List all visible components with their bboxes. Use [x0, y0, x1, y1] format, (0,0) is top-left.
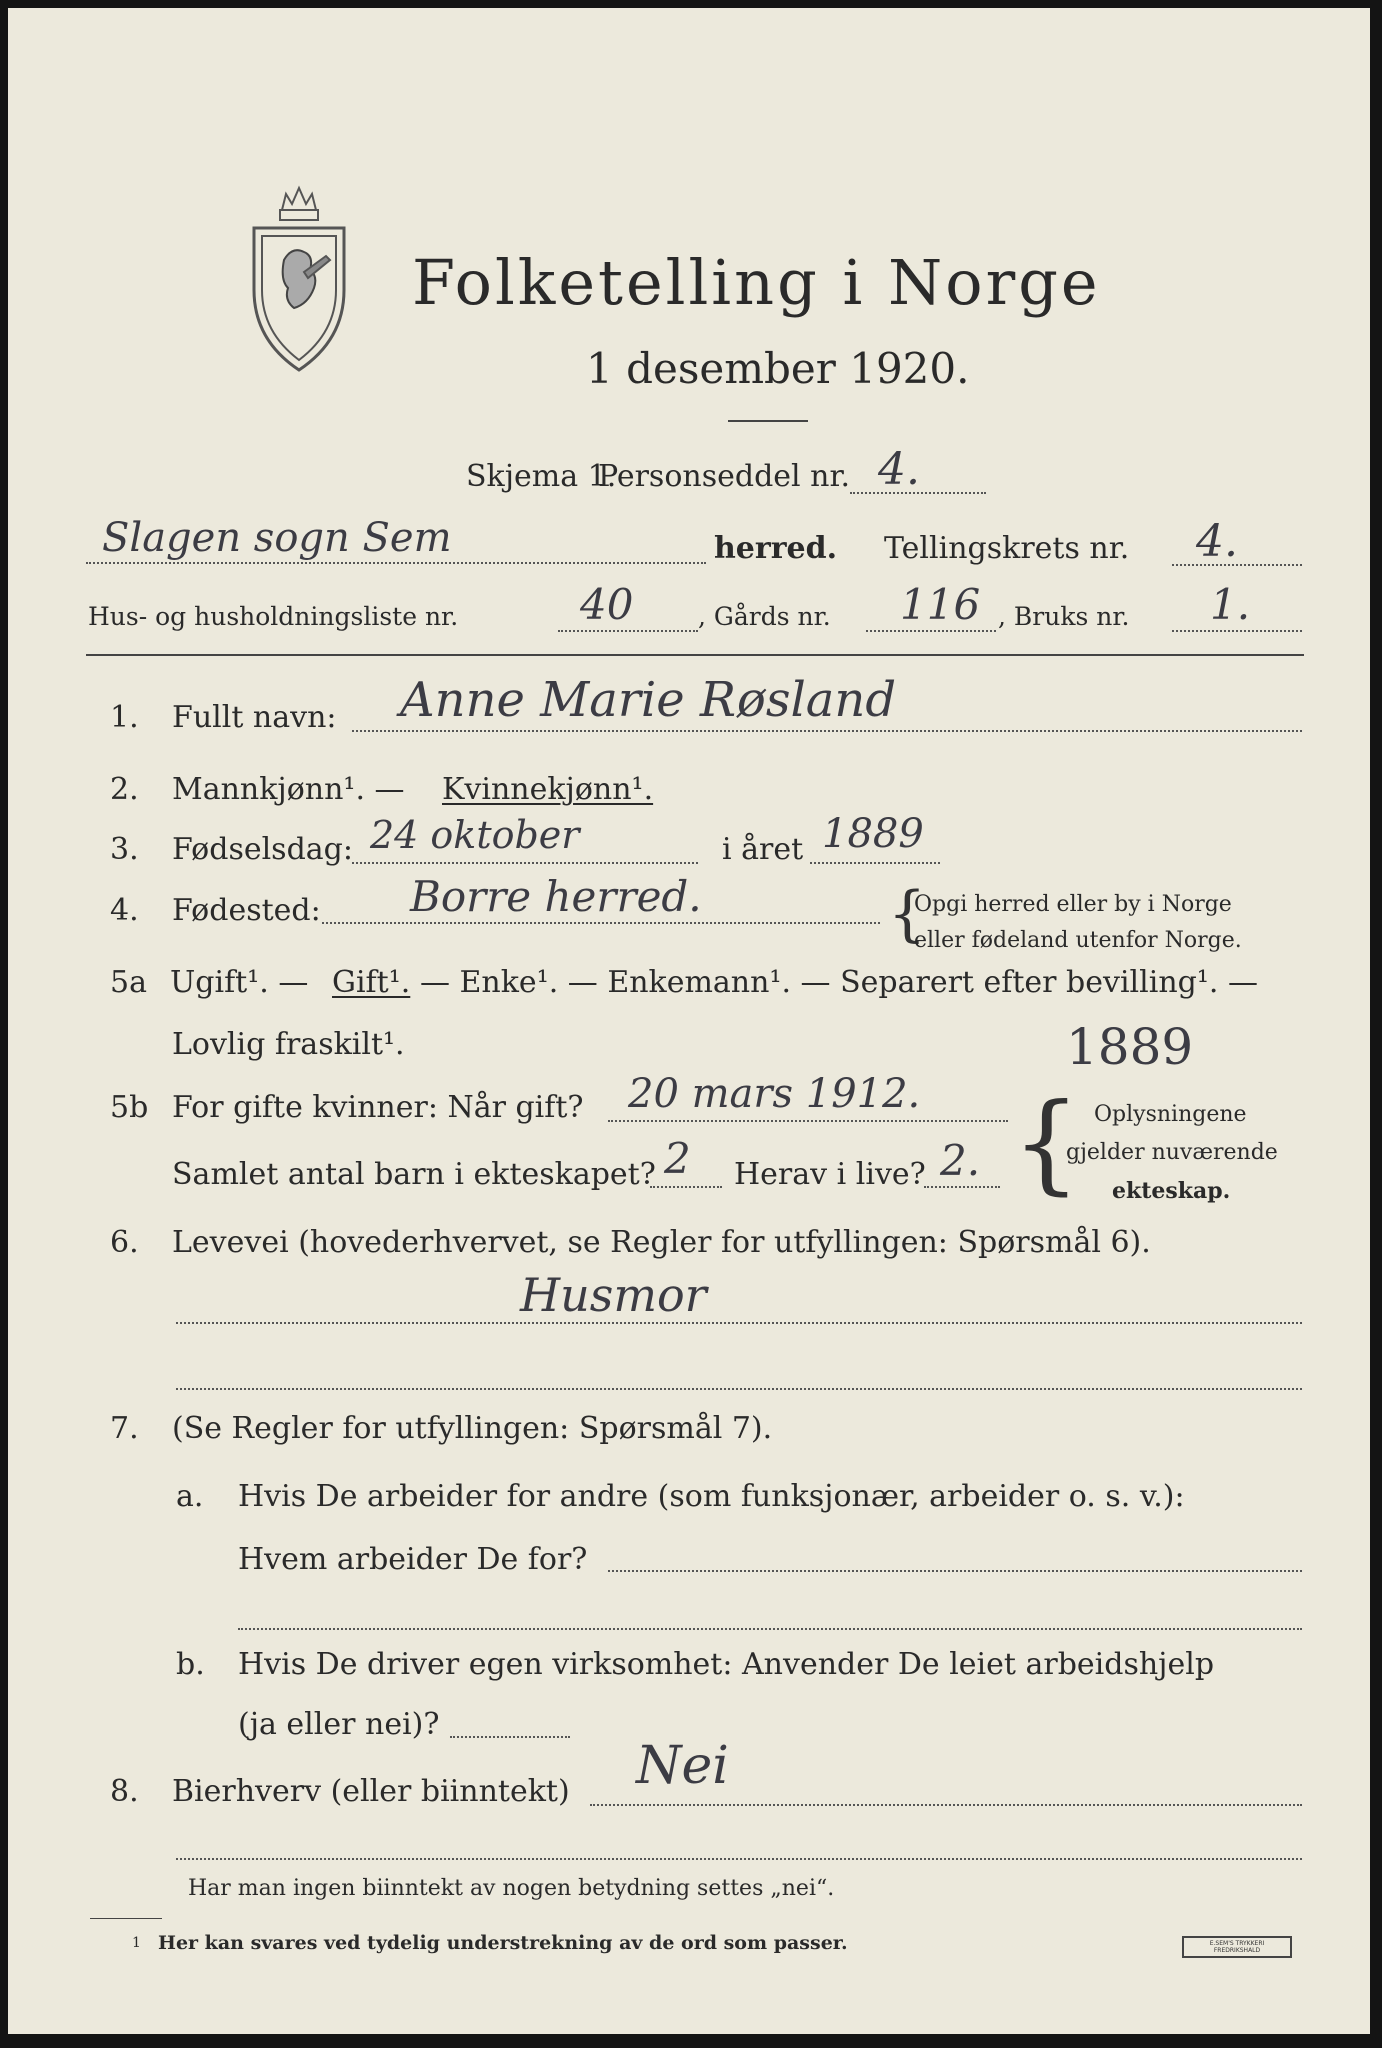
personseddel-value: 4. — [878, 444, 920, 495]
q7b-yes-no-label: (ja eller nei)? — [238, 1707, 440, 1742]
q7a-employer-label: Hvem arbeider De for? — [238, 1542, 588, 1577]
place-line — [86, 562, 706, 564]
q4-birthplace: Borre herred. — [410, 872, 702, 921]
q5a-other-options: — Enke¹. — Enkemann¹. — Separert efter bevilling¹. — — [420, 965, 1258, 1000]
header-separator — [86, 654, 1304, 656]
q4-line — [322, 922, 880, 924]
printer-stamp-text: E.SEM'S TRYKKERI FREDRIKSHALD — [1209, 1940, 1265, 1954]
q5b-children-line — [650, 1186, 722, 1188]
q8-number: 8. — [110, 1774, 139, 1809]
q5b-alive-line — [924, 1186, 1000, 1188]
gards-label: , Gårds nr. — [698, 602, 831, 631]
q7b-label: Hvis De driver egen virksomhet: Anvender De leiet arbeidshjelp — [238, 1647, 1215, 1682]
q8-label: Bierhverv (eller biinntekt) — [172, 1774, 570, 1809]
q1-label: Fullt navn: — [172, 700, 337, 735]
tellingskrets-value: 4. — [1196, 516, 1238, 567]
footnote-mark: 1 — [132, 1935, 141, 1951]
q7a-label: Hvis De arbeider for andre (som funksjonær, arbeider o. s. v.): — [238, 1479, 1185, 1514]
place-value: Slagen sogn Sem — [102, 515, 452, 561]
q4-note-2: eller fødeland utenfor Norge. — [914, 928, 1242, 953]
bruks-value: 1. — [1210, 580, 1251, 629]
q3-number: 3. — [110, 832, 139, 867]
q4-label: Fødested: — [172, 893, 321, 928]
q4-note-1: Opgi herred eller by i Norge — [914, 892, 1232, 917]
hus-value: 40 — [580, 580, 634, 629]
q5a-ugift-option: Ugift¹. — — [170, 965, 309, 1000]
gards-value: 116 — [900, 580, 981, 629]
q7a-line-2 — [238, 1628, 1302, 1630]
printer-stamp — [1182, 1936, 1292, 1958]
q5b-alive-label: Herav i live? — [734, 1157, 926, 1192]
q6-line-2 — [176, 1388, 1302, 1390]
q7b-letter: b. — [176, 1647, 205, 1682]
q7-label: (Se Regler for utfyllingen: Spørsmål 7). — [172, 1411, 773, 1446]
q5a-number: 5a — [110, 965, 147, 1000]
q1-number: 1. — [110, 700, 139, 735]
q5-margin-year: 1889 — [1066, 1018, 1194, 1076]
form-title: Folketelling i Norge — [412, 246, 1101, 319]
q5b-alive-value: 2. — [940, 1136, 981, 1185]
footnote-text: Her kan svares ved tydelig understrekning av de ord som passer. — [158, 1932, 848, 1954]
q8-line-2 — [176, 1858, 1302, 1860]
gards-line — [866, 630, 996, 632]
q4-number: 4. — [110, 893, 139, 928]
title-divider — [728, 420, 808, 422]
q5a-fraskilt-option: Lovlig fraskilt¹. — [172, 1027, 405, 1062]
q7a-letter: a. — [176, 1479, 204, 1514]
q5b-brace: { — [1012, 1081, 1081, 1206]
q7-number: 7. — [110, 1411, 139, 1446]
bruks-label: , Bruks nr. — [998, 602, 1130, 631]
herred-label: herred. — [714, 531, 838, 566]
q5b-line — [608, 1120, 1008, 1122]
q4-brace: { — [888, 879, 927, 949]
q8-note: Har man ingen biinntekt av nogen betydning settes „nei“. — [188, 1876, 835, 1901]
q2-female-option: Kvinnekjønn¹. — [442, 772, 654, 807]
q3-year-label: i året — [722, 832, 804, 867]
q5a-gift-option: Gift¹. — [332, 965, 411, 1000]
q6-occupation: Husmor — [520, 1268, 707, 1322]
q8-line — [590, 1804, 1302, 1806]
q3-line — [352, 862, 698, 864]
q7b-yes-no-line — [450, 1736, 570, 1738]
hus-line — [558, 630, 698, 632]
q5b-number: 5b — [110, 1090, 149, 1125]
q6-label: Levevei (hovederhvervet, se Regler for utfyllingen: Spørsmål 6). — [172, 1225, 1151, 1260]
hus-label: Hus- og husholdningsliste nr. — [88, 602, 459, 631]
q2-male-option: Mannkjønn¹. — — [172, 772, 405, 807]
q3-label: Fødselsdag: — [172, 832, 353, 867]
tellingskrets-label: Tellingskrets nr. — [884, 531, 1130, 566]
q1-full-name: Anne Marie Røsland — [400, 672, 897, 728]
footnote-divider — [90, 1918, 162, 1919]
q5b-children-label: Samlet antal barn i ekteskapet? — [172, 1157, 656, 1192]
q5b-married-date: 20 mars 1912. — [628, 1071, 921, 1117]
q5b-note-1: Oplysningene — [1094, 1102, 1247, 1127]
q3-year-value: 1889 — [822, 811, 924, 857]
q5b-children-value: 2 — [664, 1134, 691, 1183]
census-date: 1 desember 1920. — [586, 344, 970, 393]
q6-line-1 — [176, 1322, 1302, 1324]
bruks-line — [1172, 630, 1302, 632]
q5b-label: For gifte kvinner: Når gift? — [172, 1090, 584, 1125]
coat-of-arms-icon — [244, 180, 354, 380]
q3-birthday: 24 oktober — [370, 813, 580, 857]
q2-number: 2. — [110, 772, 139, 807]
q5b-note-3: ekteskap. — [1112, 1178, 1231, 1204]
schema-label: Skjema 1. — [466, 459, 617, 494]
personseddel-label: Personseddel nr. — [598, 459, 851, 494]
q5b-note-2: gjelder nuværende — [1066, 1140, 1278, 1165]
q1-line — [352, 730, 1302, 732]
q8-value: Nei — [636, 1736, 729, 1796]
q7a-employer-line — [608, 1570, 1302, 1572]
q6-number: 6. — [110, 1225, 139, 1260]
q3-year-line — [810, 862, 940, 864]
